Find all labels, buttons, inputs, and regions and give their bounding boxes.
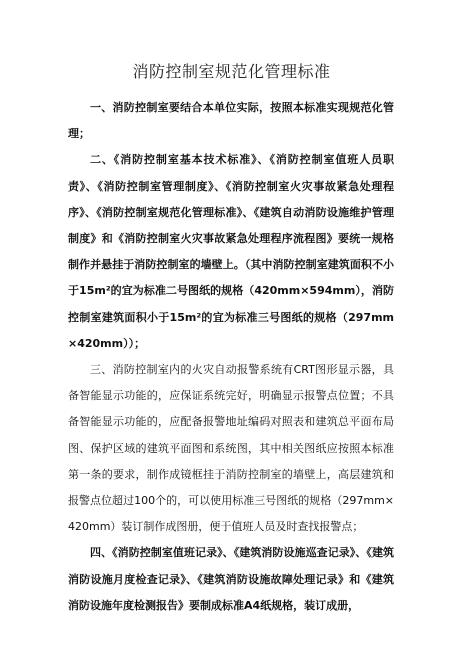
paragraph-1: 一、消防控制室要结合本单位实际，按照本标准实现规范化管理； <box>68 101 394 141</box>
page-title: 消防控制室规范化管理标准 <box>132 62 331 81</box>
paragraph-3: 三、消防控制室内的火灾自动报警系统有CRT图形显示器，具备智能显示功能的，应保证系统完好，明确显示报警点位置；不具备智能显示功能的，应配备报警地址编码对照表和建筑总平面布局图、保护区域的建筑平面图和系统图，其中相关图纸应按照本标准第一条的要求，制作成镜框挂于消防控制室的墙壁上，高层建筑和报警点位超过100个的，可以使用标准三号图纸的规格（297mm×420mm）装订制作成图册，便于值班人员及时查找报警点； <box>68 363 394 534</box>
paragraph-4: 四、《消防控制室值班记录》、《建筑消防设施巡查记录》、《建筑消防设施月度检查记录》、《建筑消防设施故障处理记录》和《建筑消防设施年度检测报告》要制成标准A4纸规格，装订成册， <box>68 546 394 612</box>
paragraph-2: 二、《消防控制室基本技术标准》、《消防控制室值班人员职责》、《消防控制室管理制度》、《消防控制室火灾事故紧急处理程序》、《消防控制室规范化管理标准》、《建筑自动消防设施维护管理制度》和《消防控制室火灾事故紧急处理程序流程图》要统一规格制作并悬挂于消防控制室的墙壁上。（其中消防控制室建筑面积不小于15m²的宜为标准二号图纸的规格（420mm×594mm），消防控制室建筑面积小于15m²的宜为标准三号图纸的规格（297mm×420mm））； <box>68 153 394 350</box>
document-body <box>68 95 394 619</box>
